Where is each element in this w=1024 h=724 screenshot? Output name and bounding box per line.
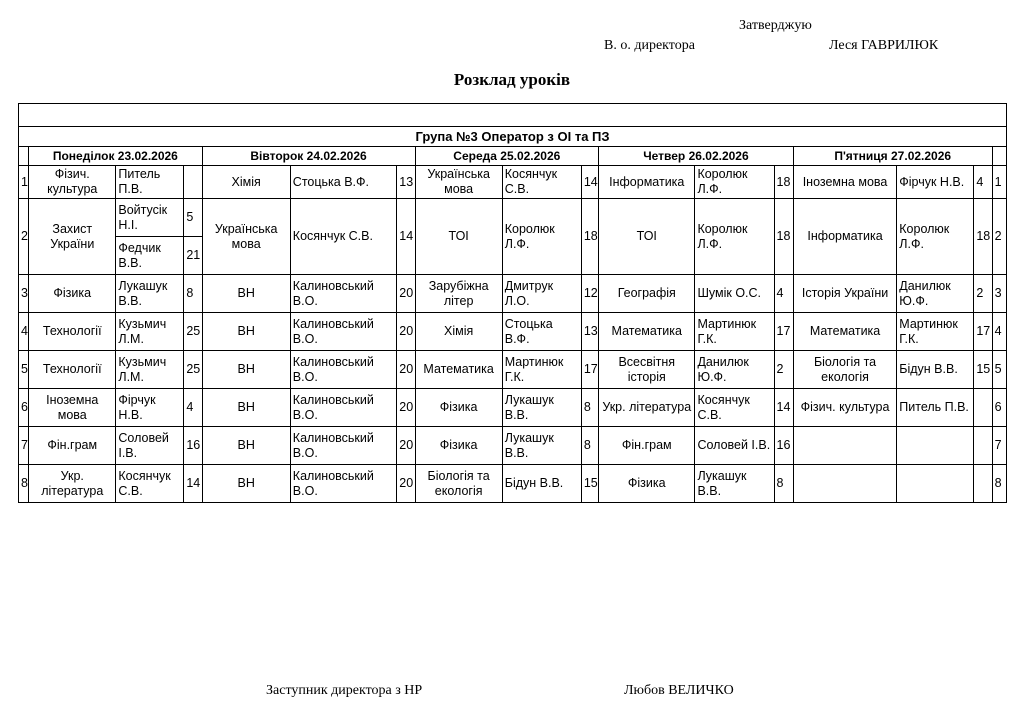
lesson-number-right: 2 <box>992 199 1006 275</box>
teacher-cell: Стоцька В.Ф. <box>290 166 396 199</box>
subject-cell: Фін.грам <box>29 427 116 465</box>
room-cell: 14 <box>581 166 598 199</box>
teacher-cell: Питель П.В. <box>116 166 184 199</box>
room-cell: 15 <box>581 465 598 503</box>
subject-cell: Укр. література <box>599 389 695 427</box>
subject-cell: Українська мова <box>202 199 290 275</box>
page-title: Розклад уроків <box>453 70 571 89</box>
room-cell: 8 <box>581 389 598 427</box>
subject-cell: Інформатика <box>793 199 896 275</box>
teacher-cell: Калиновський В.О. <box>290 389 396 427</box>
room-cell: 8 <box>184 275 202 313</box>
lesson-row <box>19 275 1007 313</box>
teacher-cell: Соловей І.В. <box>695 427 774 465</box>
subject-cell: Біологія та екологія <box>793 351 896 389</box>
subject-cell: Технології <box>29 313 116 351</box>
room-cell: 17 <box>974 313 992 351</box>
room-cell: 20 <box>397 427 415 465</box>
teacher-cell: Лукашук В.В. <box>502 389 581 427</box>
lesson-number: 2 <box>19 199 29 275</box>
room-cell <box>184 166 202 199</box>
room-cell: 8 <box>581 427 598 465</box>
room-cell: 12 <box>581 275 598 313</box>
room-cell: 4 <box>774 275 793 313</box>
teacher-cell: Мартинюк Г.К. <box>502 351 581 389</box>
subject-cell: Захист України <box>29 199 116 275</box>
room-cell: 16 <box>774 427 793 465</box>
room-cell: 13 <box>397 166 415 199</box>
lesson-number: 6 <box>19 389 29 427</box>
teacher-cell: Королюк Л.Ф. <box>695 199 774 275</box>
subject-cell: ТОІ <box>415 199 502 275</box>
room-cell: 15 <box>974 351 992 389</box>
subject-cell: ВН <box>202 465 290 503</box>
room-cell: 20 <box>397 275 415 313</box>
teacher-cell: Лукашук В.В. <box>695 465 774 503</box>
subject-cell: Історія України <box>793 275 896 313</box>
room-cell: 13 <box>581 313 598 351</box>
subject-cell: Технології <box>29 351 116 389</box>
room-cell: 4 <box>974 166 992 199</box>
teacher-cell: Калиновський В.О. <box>290 313 396 351</box>
teacher-cell: Федчик В.В. <box>116 237 184 275</box>
room-cell: 5 <box>184 199 202 237</box>
subject-cell <box>793 427 896 465</box>
room-cell: 20 <box>397 389 415 427</box>
room-cell: 17 <box>774 313 793 351</box>
group-title: Група №3 Оператор з ОІ та ПЗ <box>415 129 610 144</box>
room-cell <box>974 465 992 503</box>
teacher-cell: Лукашук В.В. <box>116 275 184 313</box>
subject-cell: Фізика <box>415 389 502 427</box>
lesson-number-right: 8 <box>992 465 1006 503</box>
room-cell: 18 <box>974 199 992 275</box>
subject-cell: Фізич. культура <box>793 389 896 427</box>
teacher-cell: Питель П.В. <box>897 389 974 427</box>
lesson-number: 8 <box>19 465 29 503</box>
room-cell: 16 <box>184 427 202 465</box>
subject-cell: ВН <box>202 275 290 313</box>
room-cell: 18 <box>774 199 793 275</box>
room-cell: 17 <box>581 351 598 389</box>
teacher-cell: Королюк Л.Ф. <box>695 166 774 199</box>
approve-label: Затверджую <box>739 18 812 33</box>
room-cell: 20 <box>397 465 415 503</box>
lesson-number-right: 6 <box>992 389 1006 427</box>
day-header: Середа 25.02.2026 <box>415 147 599 166</box>
subject-cell: Українська мова <box>415 166 502 199</box>
lesson-number-right: 7 <box>992 427 1006 465</box>
room-cell: 21 <box>184 237 202 275</box>
teacher-cell <box>897 427 974 465</box>
day-header: Понеділок 23.02.2026 <box>29 147 202 166</box>
teacher-cell: Войтусік Н.І. <box>116 199 184 237</box>
teacher-cell <box>897 465 974 503</box>
room-cell: 25 <box>184 351 202 389</box>
subject-cell: ВН <box>202 389 290 427</box>
teacher-cell: Данилюк Ю.Ф. <box>897 275 974 313</box>
teacher-cell: Дмитрук Л.О. <box>502 275 581 313</box>
lesson-row <box>19 389 1007 427</box>
subject-cell: Фізика <box>29 275 116 313</box>
lesson-number-right: 1 <box>992 166 1006 199</box>
subject-cell: ВН <box>202 313 290 351</box>
lesson-row <box>19 465 1007 503</box>
lesson-number: 4 <box>19 313 29 351</box>
room-cell: 25 <box>184 313 202 351</box>
teacher-cell: Бідун В.В. <box>502 465 581 503</box>
teacher-cell: Косянчук С.В. <box>290 199 396 275</box>
subject-cell: Всесвітня історія <box>599 351 695 389</box>
room-cell: 18 <box>774 166 793 199</box>
lesson-number-right: 5 <box>992 351 1006 389</box>
teacher-cell: Стоцька В.Ф. <box>502 313 581 351</box>
lesson-number: 5 <box>19 351 29 389</box>
lesson-number-right: 3 <box>992 275 1006 313</box>
subject-cell: Укр. література <box>29 465 116 503</box>
subject-cell: Біологія та екологія <box>415 465 502 503</box>
teacher-cell: Мартинюк Г.К. <box>897 313 974 351</box>
subject-cell: Хімія <box>202 166 290 199</box>
lesson-number: 3 <box>19 275 29 313</box>
teacher-cell: Кузьмич Л.М. <box>116 313 184 351</box>
teacher-cell: Косянчук С.В. <box>695 389 774 427</box>
subject-cell: Географія <box>599 275 695 313</box>
teacher-cell: Калиновський В.О. <box>290 351 396 389</box>
subject-cell: Математика <box>793 313 896 351</box>
subject-cell: Математика <box>415 351 502 389</box>
room-cell: 4 <box>184 389 202 427</box>
footer-name: Любов ВЕЛИЧКО <box>624 683 734 698</box>
room-cell: 20 <box>397 351 415 389</box>
teacher-cell: Фірчук Н.В. <box>897 166 974 199</box>
subject-cell: Фізика <box>415 427 502 465</box>
teacher-cell: Косянчук С.В. <box>502 166 581 199</box>
subject-cell: ТОІ <box>599 199 695 275</box>
subject-cell: Інформатика <box>599 166 695 199</box>
subject-cell: Іноземна мова <box>29 389 116 427</box>
subject-cell: Фізич. культура <box>29 166 116 199</box>
room-cell: 20 <box>397 313 415 351</box>
teacher-cell: Кузьмич Л.М. <box>116 351 184 389</box>
teacher-cell: Шумік О.С. <box>695 275 774 313</box>
subject-cell: Математика <box>599 313 695 351</box>
teacher-cell: Королюк Л.Ф. <box>897 199 974 275</box>
room-cell: 8 <box>774 465 793 503</box>
subject-cell: Хімія <box>415 313 502 351</box>
room-cell: 2 <box>974 275 992 313</box>
room-cell <box>974 427 992 465</box>
room-cell: 14 <box>184 465 202 503</box>
room-cell: 14 <box>397 199 415 275</box>
director-name: Леся ГАВРИЛЮК <box>829 38 939 53</box>
subject-cell: ВН <box>202 351 290 389</box>
teacher-cell: Мартинюк Г.К. <box>695 313 774 351</box>
lesson-row <box>19 313 1007 351</box>
subject-cell: Фін.грам <box>599 427 695 465</box>
lesson-number: 7 <box>19 427 29 465</box>
lesson-number-right: 4 <box>992 313 1006 351</box>
day-header-row <box>19 147 1007 166</box>
teacher-cell: Королюк Л.Ф. <box>502 199 581 275</box>
teacher-cell: Калиновський В.О. <box>290 427 396 465</box>
lesson-number: 1 <box>19 166 29 199</box>
teacher-cell: Калиновський В.О. <box>290 465 396 503</box>
lesson-row <box>19 199 1007 237</box>
teacher-cell: Лукашук В.В. <box>502 427 581 465</box>
teacher-cell: Соловей І.В. <box>116 427 184 465</box>
room-cell: 2 <box>774 351 793 389</box>
lesson-row <box>19 351 1007 389</box>
teacher-cell: Фірчук Н.В. <box>116 389 184 427</box>
subject-cell <box>793 465 896 503</box>
room-cell: 18 <box>581 199 598 275</box>
room-cell <box>974 389 992 427</box>
group-header <box>19 104 1007 147</box>
director-position: В. о. директора <box>604 38 695 53</box>
lesson-row <box>19 166 1007 199</box>
day-header: Вівторок 24.02.2026 <box>202 147 415 166</box>
teacher-cell: Косянчук С.В. <box>116 465 184 503</box>
lesson-row <box>19 427 1007 465</box>
day-header: П'ятниця 27.02.2026 <box>793 147 992 166</box>
subject-cell: Фізика <box>599 465 695 503</box>
schedule-table <box>18 103 1007 503</box>
room-cell: 14 <box>774 389 793 427</box>
subject-cell: ВН <box>202 427 290 465</box>
subject-cell: Іноземна мова <box>793 166 896 199</box>
subject-cell: Зарубіжна літер <box>415 275 502 313</box>
teacher-cell: Калиновський В.О. <box>290 275 396 313</box>
day-header: Четвер 26.02.2026 <box>599 147 794 166</box>
teacher-cell: Данилюк Ю.Ф. <box>695 351 774 389</box>
teacher-cell: Бідун В.В. <box>897 351 974 389</box>
footer-position: Заступник директора з НР <box>266 683 423 698</box>
